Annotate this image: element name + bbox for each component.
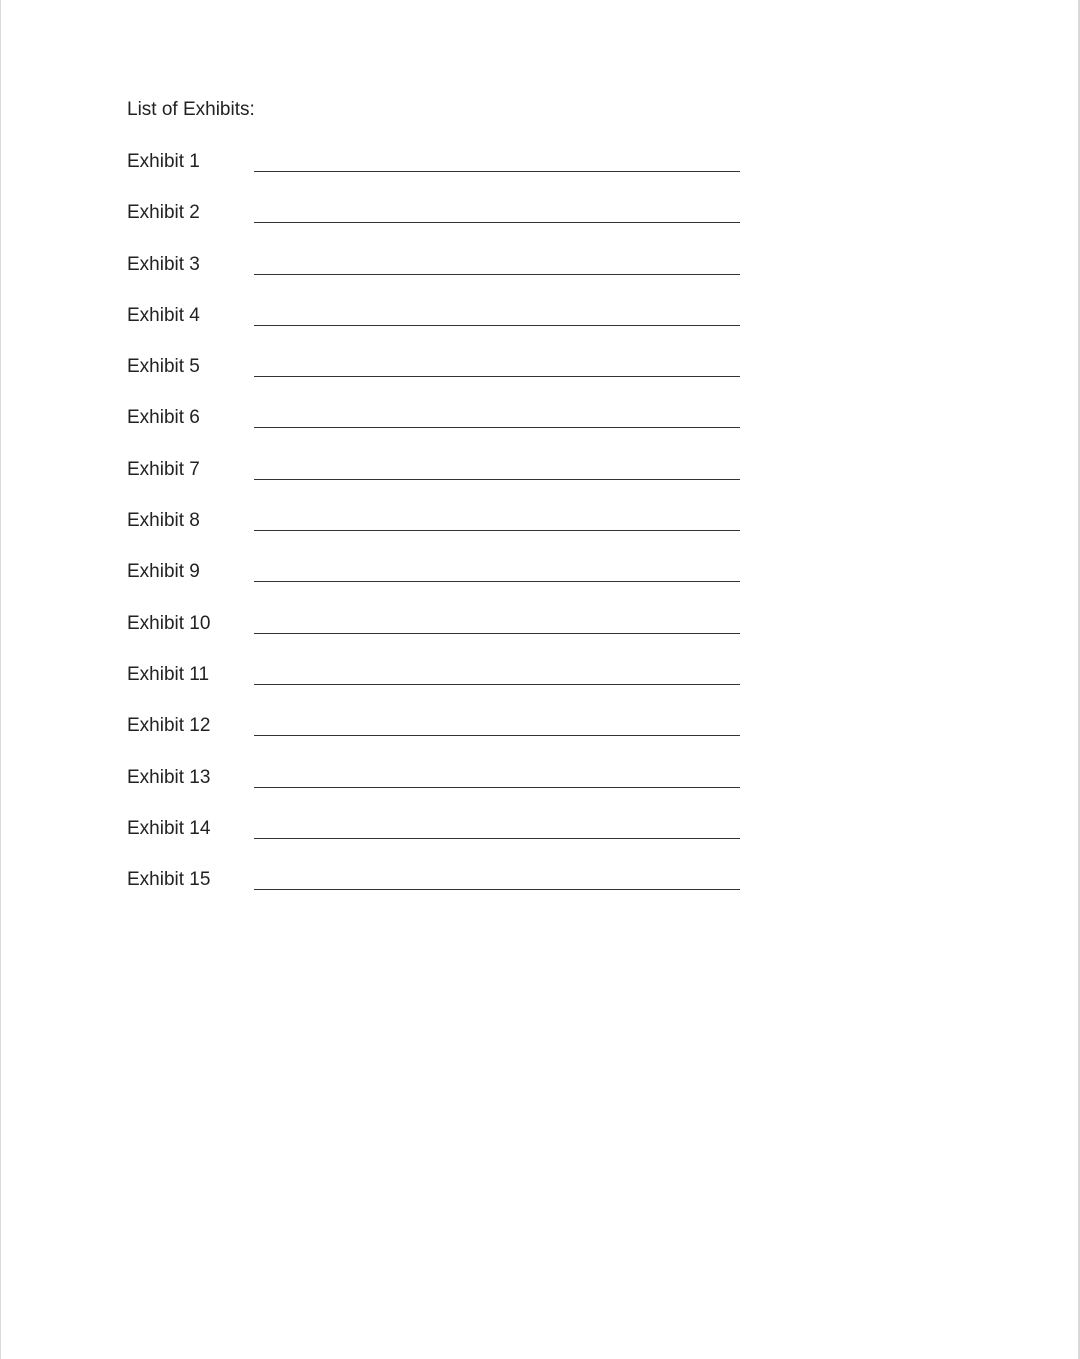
exhibit-label: Exhibit 15 [127, 869, 211, 891]
exhibit-label: Exhibit 13 [127, 766, 211, 788]
document-page [127, 98, 767, 935]
exhibit-row [127, 612, 767, 663]
blank-line [254, 427, 740, 428]
blank-line [254, 889, 740, 890]
page-title: List of Exhibits: [127, 99, 255, 120]
exhibit-label: Exhibit 12 [127, 715, 211, 737]
exhibit-label: Exhibit 3 [127, 253, 200, 275]
blank-line [254, 479, 740, 480]
exhibit-label: Exhibit 2 [127, 202, 200, 224]
blank-line [254, 787, 740, 788]
blank-line [254, 735, 740, 736]
exhibit-row [127, 560, 767, 611]
exhibit-label: Exhibit 4 [127, 304, 200, 326]
blank-line [254, 581, 740, 582]
blank-line [254, 171, 740, 172]
exhibit-label: Exhibit 7 [127, 458, 200, 480]
blank-line [254, 838, 740, 839]
exhibit-label: Exhibit 11 [127, 663, 210, 685]
exhibit-row [127, 868, 767, 919]
exhibit-label: Exhibit 1 [127, 151, 200, 172]
exhibit-row [127, 406, 767, 457]
blank-line [254, 530, 740, 531]
blank-line [254, 684, 740, 685]
exhibit-row [127, 150, 767, 201]
exhibit-row [127, 663, 767, 714]
exhibit-row [127, 253, 767, 304]
exhibit-row [127, 509, 767, 560]
exhibit-row [127, 766, 767, 817]
exhibit-row [127, 817, 767, 868]
page-edge-left [0, 0, 1, 1359]
blank-line [254, 222, 740, 223]
exhibit-label: Exhibit 14 [127, 817, 211, 839]
exhibit-list [127, 150, 767, 919]
blank-line [254, 376, 740, 377]
exhibit-row [127, 304, 767, 355]
exhibit-row [127, 458, 767, 509]
exhibit-label: Exhibit 10 [127, 612, 211, 634]
exhibit-row [127, 355, 767, 406]
blank-line [254, 325, 740, 326]
exhibit-row [127, 714, 767, 765]
exhibit-label: Exhibit 6 [127, 407, 200, 429]
exhibit-label: Exhibit 9 [127, 561, 200, 583]
blank-line [254, 633, 740, 634]
exhibit-label: Exhibit 8 [127, 510, 200, 532]
exhibit-row [127, 201, 767, 252]
blank-line [254, 274, 740, 275]
exhibit-label: Exhibit 5 [127, 356, 200, 378]
